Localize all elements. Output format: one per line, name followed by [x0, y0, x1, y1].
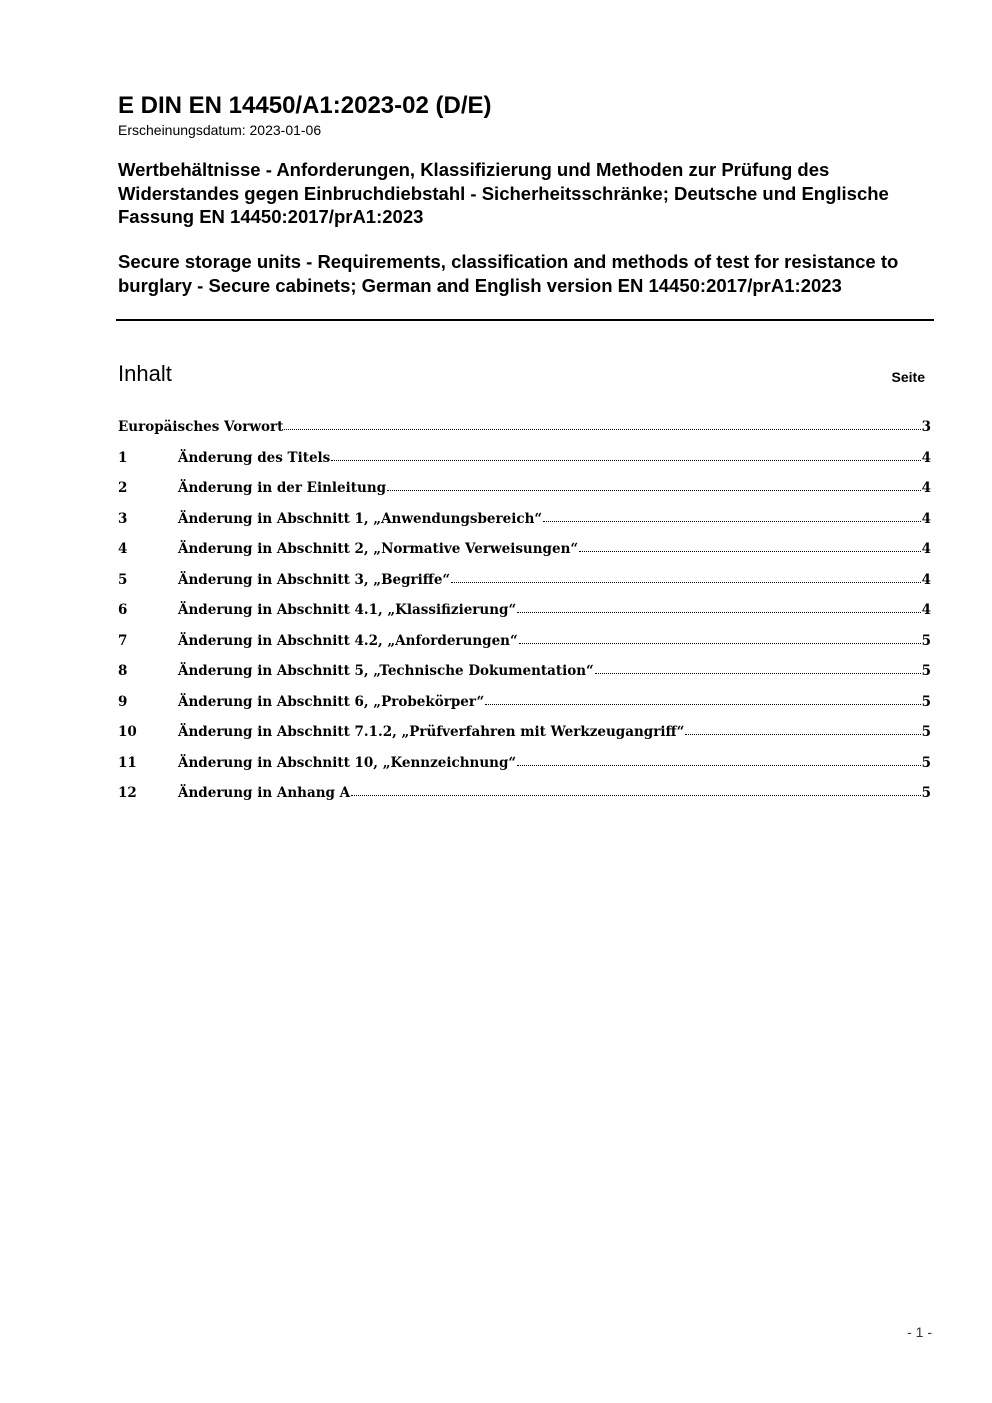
header-divider [116, 319, 934, 321]
toc-entry-page: 5 [921, 754, 931, 771]
toc-entry-number: 8 [118, 663, 128, 679]
toc-entry-text: Änderung in Abschnitt 4.2, „Anforderungen“ [178, 632, 518, 649]
toc-entry-number: 3 [118, 510, 128, 527]
toc-leader-dots [685, 734, 920, 735]
toc-entry-text: Änderung in Abschnitt 10, „Kennzeichnung“ [178, 754, 517, 771]
toc-heading: Inhalt [118, 361, 172, 386]
toc-leader-dots [595, 673, 921, 674]
toc-entry-7[interactable] [118, 629, 931, 660]
toc-leader-dots [579, 551, 920, 552]
toc-entry-page: 5 [921, 785, 931, 801]
toc-entry-page: 4 [921, 510, 931, 527]
toc-entry-text: Europäisches Vorwort [118, 419, 284, 435]
toc-entry-page: 3 [921, 419, 931, 435]
toc-entry-number: 1 [118, 449, 128, 466]
toc-leader-dots [284, 429, 920, 430]
toc-leader-dots [451, 582, 920, 583]
toc-entry-number: 5 [118, 571, 128, 588]
toc-entry-text: Änderung in der Einleitung [178, 480, 387, 496]
toc-entry-number: 10 [118, 724, 137, 740]
toc-entry-2[interactable] [118, 476, 931, 507]
toc-entry-8[interactable] [118, 659, 931, 690]
toc-entry-page: 5 [921, 663, 931, 679]
title-english: Secure storage units - Requirements, classification and methods of test for resistance to burglary - Secure cabinets; German and English version EN 14450:2017/prA1:2023 [118, 251, 899, 296]
toc-entry-12[interactable] [118, 781, 931, 812]
toc-entry-11[interactable] [118, 751, 931, 782]
toc-entry-page: 5 [921, 693, 931, 710]
toc-entry-text: Änderung des Titels [178, 449, 331, 466]
toc-entry-text: Änderung in Abschnitt 5, „Technische Dokumentation“ [178, 663, 594, 679]
toc-entry-page: 4 [921, 480, 931, 496]
toc-entry-page: 4 [921, 571, 931, 588]
toc-leader-dots [517, 765, 920, 766]
toc-entry-text: Änderung in Abschnitt 4.1, „Klassifizierung“ [178, 602, 517, 618]
toc-leader-dots [517, 612, 920, 613]
toc-entry-number: 2 [118, 480, 128, 496]
toc-entry-4[interactable] [118, 537, 931, 568]
toc-entry-number: 7 [118, 632, 128, 649]
toc-leader-dots [543, 521, 920, 522]
document-title: E DIN EN 14450/A1:2023-02 (D/E) [118, 92, 492, 119]
toc-entry-foreword[interactable] [118, 415, 931, 446]
table-of-contents [118, 415, 931, 812]
toc-leader-dots [351, 795, 920, 796]
toc-entry-text: Änderung in Anhang A [178, 785, 351, 801]
toc-entry-page: 5 [921, 724, 931, 740]
toc-entry-page: 4 [921, 449, 931, 466]
toc-entry-1[interactable] [118, 446, 931, 477]
toc-leader-dots [519, 643, 921, 644]
toc-entry-text: Änderung in Abschnitt 6, „Probekörper“ [178, 693, 485, 710]
page-number: - 1 - [907, 1324, 932, 1340]
toc-entry-9[interactable] [118, 690, 931, 721]
toc-leader-dots [331, 460, 920, 461]
toc-entry-text: Änderung in Abschnitt 1, „Anwendungsbereich“ [178, 510, 543, 527]
toc-leader-dots [387, 490, 921, 491]
toc-entry-number: 4 [118, 541, 128, 557]
toc-entry-3[interactable] [118, 507, 931, 538]
title-german: Wertbehältnisse - Anforderungen, Klassifizierung und Methoden zur Prüfung des Widerstandes gegen Einbruchdiebstahl - Sicherheitsschränke; Deutsche und Englische Fassung EN 14450:2017/prA1:2023 [118, 159, 889, 227]
toc-entry-text: Änderung in Abschnitt 7.1.2, „Prüfverfahren mit Werkzeugangriff“ [178, 724, 685, 740]
publication-date: Erscheinungsdatum: 2023-01-06 [118, 122, 322, 138]
toc-entry-page: 4 [921, 602, 931, 618]
toc-entry-number: 12 [118, 785, 137, 801]
toc-leader-dots [485, 704, 920, 705]
toc-entry-number: 9 [118, 693, 128, 710]
toc-entry-6[interactable] [118, 598, 931, 629]
toc-page-label: Seite [891, 369, 925, 385]
toc-entry-number: 6 [118, 602, 128, 618]
toc-entry-5[interactable] [118, 568, 931, 599]
toc-entry-number: 11 [118, 754, 137, 771]
toc-entry-text: Änderung in Abschnitt 3, „Begriffe“ [178, 571, 451, 588]
toc-entry-page: 5 [921, 632, 931, 649]
toc-entry-page: 4 [921, 541, 931, 557]
toc-entry-10[interactable] [118, 720, 931, 751]
toc-entry-text: Änderung in Abschnitt 2, „Normative Verweisungen“ [178, 541, 579, 557]
